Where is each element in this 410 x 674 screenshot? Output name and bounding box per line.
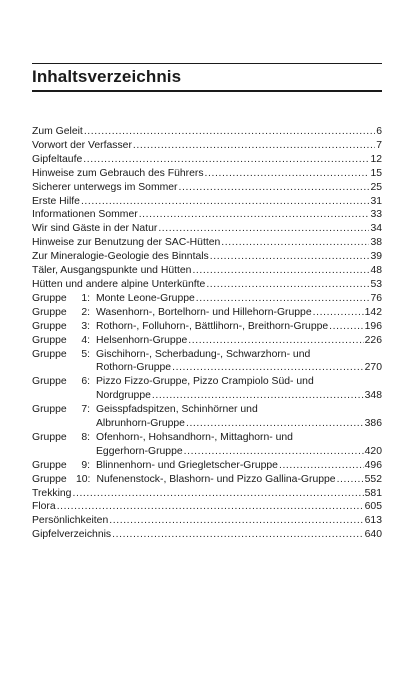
- dot-leader: [192, 264, 369, 278]
- toc-group-entry[interactable]: [32, 431, 382, 459]
- toc-entry-page: 552: [364, 473, 382, 485]
- toc-entry-page: 48: [370, 265, 382, 277]
- toc-entry[interactable]: [32, 236, 382, 250]
- dot-leader: [57, 500, 364, 514]
- toc-entry-title: Gipfeltaufe: [32, 153, 83, 165]
- dot-leader: [337, 473, 364, 487]
- group-label: Gruppe: [32, 459, 67, 471]
- dot-leader: [112, 528, 364, 542]
- dot-leader: [221, 236, 369, 250]
- toc-entry-page: 15: [370, 167, 382, 179]
- toc-entry-title: Gischihorn-, Scherbadung-, Schwarzhorn- und: [96, 348, 311, 360]
- toc-group-entry[interactable]: [32, 348, 382, 376]
- dot-leader: [186, 417, 364, 431]
- toc-entry-page: 76: [370, 292, 382, 304]
- toc-entry-title: Wasenhorn-, Bortelhorn- und Hillehorn-Gruppe: [96, 306, 312, 318]
- group-number: 7:: [81, 404, 90, 416]
- group-number: 1:: [81, 292, 90, 304]
- dot-leader: [72, 487, 363, 501]
- toc-entry-page: 386: [364, 418, 382, 430]
- toc-entry[interactable]: [32, 139, 382, 153]
- toc-entry-title-continued: Nordgruppe: [96, 390, 151, 402]
- dot-leader: [81, 195, 370, 209]
- toc-entry-page: 613: [364, 515, 382, 527]
- toc-entry[interactable]: [32, 222, 382, 236]
- toc-entry-title: Hinweise zur Benutzung der SAC-Hütten: [32, 237, 221, 249]
- toc-entry-page: 270: [364, 362, 382, 374]
- toc-entry[interactable]: [32, 278, 382, 292]
- toc-entry-title: Blinnenhorn- und Griegletscher-Gruppe: [96, 459, 278, 471]
- toc-entry-title: Vorwort der Verfasser: [32, 139, 132, 151]
- toc-entry-title: Rothorn-, Folluhorn-, Bättlihorn-, Breithorn-Gruppe: [96, 320, 329, 332]
- group-label: Gruppe: [32, 404, 67, 416]
- toc-entry-title: Hütten und andere alpine Unterkünfte: [32, 278, 206, 290]
- toc-entry-page: 38: [370, 237, 382, 249]
- toc-entry-page: 605: [364, 501, 382, 513]
- dot-leader: [179, 181, 370, 195]
- dot-leader: [83, 153, 369, 167]
- group-label: Gruppe: [32, 306, 67, 318]
- toc-entry-page: 6: [376, 126, 382, 137]
- toc-entry-title: Gipfelverzeichnis: [32, 529, 112, 541]
- toc-entry-title: Informationen Sommer: [32, 209, 138, 221]
- toc-entry-page: 226: [364, 334, 382, 346]
- top-rule: [32, 63, 382, 64]
- dot-leader: [205, 167, 370, 181]
- table-of-contents: [32, 125, 382, 542]
- toc-entry-page: 34: [370, 223, 382, 235]
- title-rule: [32, 90, 382, 92]
- toc-entry-title: Nufenenstock-, Blashorn- und Pizzo Gallina-Gruppe: [96, 473, 336, 485]
- toc-entry-title: Zur Mineralogie-Geologie des Binntals: [32, 251, 209, 263]
- dot-leader: [158, 222, 369, 236]
- group-number: 2:: [81, 306, 90, 318]
- toc-entry-title: Helsenhorn-Gruppe: [96, 334, 188, 346]
- toc-entry-page: 640: [364, 529, 382, 541]
- group-label: Gruppe: [32, 376, 67, 388]
- toc-entry[interactable]: [32, 500, 382, 514]
- toc-entry-title-continued: Eggerhorn-Gruppe: [96, 445, 183, 457]
- dot-leader: [329, 320, 363, 334]
- toc-entry-page: 33: [370, 209, 382, 221]
- dot-leader: [109, 514, 363, 528]
- toc-entry[interactable]: [32, 264, 382, 278]
- group-number: 10:: [76, 473, 91, 485]
- toc-entry[interactable]: [32, 125, 382, 139]
- group-number: 4:: [81, 334, 90, 346]
- dot-leader: [152, 389, 364, 403]
- toc-group-entry[interactable]: [32, 459, 382, 473]
- toc-entry[interactable]: [32, 528, 382, 542]
- toc-group-entry[interactable]: [32, 375, 382, 403]
- group-number: 9:: [81, 459, 90, 471]
- group-number: 3:: [81, 320, 90, 332]
- toc-entry-page: 496: [364, 459, 382, 471]
- toc-entry[interactable]: [32, 250, 382, 264]
- dot-leader: [210, 250, 370, 264]
- toc-entry-title: Wir sind Gäste in der Natur: [32, 223, 158, 235]
- group-label: Gruppe: [32, 348, 67, 360]
- toc-entry[interactable]: [32, 181, 382, 195]
- page-title: Inhaltsverzeichnis: [32, 67, 182, 86]
- toc-entry-title: Sicherer unterwegs im Sommer: [32, 181, 178, 193]
- toc-entry-page: 581: [364, 487, 382, 499]
- toc-entry-title: Monte Leone-Gruppe: [96, 292, 195, 304]
- toc-entry-page: 348: [364, 390, 382, 402]
- toc-group-entry[interactable]: [32, 306, 382, 320]
- toc-entry-title-continued: Albrunhorn-Gruppe: [96, 418, 185, 430]
- toc-entry-title: Pizzo Fizzo-Gruppe, Pizzo Crampiolo Süd- und: [96, 376, 314, 388]
- group-label: Gruppe: [32, 473, 67, 485]
- dot-leader: [313, 306, 364, 320]
- toc-entry-page: 12: [370, 153, 382, 165]
- toc-entry-title: Flora: [32, 501, 56, 513]
- dot-leader: [139, 208, 370, 222]
- toc-entry-title: Ofenhorn-, Hohsandhorn-, Mittaghorn- und: [96, 431, 293, 443]
- toc-entry-page: 39: [370, 251, 382, 263]
- toc-entry-page: 142: [364, 306, 382, 318]
- dot-leader: [279, 459, 364, 473]
- dot-leader: [196, 292, 370, 306]
- group-label: Gruppe: [32, 334, 67, 346]
- toc-entry-title: Hinweise zum Gebrauch des Führers: [32, 167, 204, 179]
- group-number: 8:: [81, 431, 90, 443]
- toc-entry[interactable]: [32, 487, 382, 501]
- toc-entry-page: 25: [370, 181, 382, 193]
- group-label: Gruppe: [32, 292, 67, 304]
- toc-entry-title: Zum Geleit: [32, 126, 83, 137]
- group-number: 5:: [81, 348, 90, 360]
- toc-group-entry[interactable]: [32, 292, 382, 306]
- group-label: Gruppe: [32, 431, 67, 443]
- dot-leader: [206, 278, 369, 292]
- toc-entry-title: Täler, Ausgangspunkte und Hütten: [32, 265, 192, 277]
- toc-entry-title: Geisspfadspitzen, Schinhörner und: [96, 404, 258, 416]
- toc-entry-title: Persönlichkeiten: [32, 515, 109, 527]
- toc-entry-title: Trekking: [32, 487, 72, 499]
- toc-entry-page: 53: [370, 278, 382, 290]
- toc-entry-page: 7: [376, 139, 382, 151]
- dot-leader: [133, 139, 375, 153]
- dot-leader: [172, 361, 364, 375]
- toc-group-entry[interactable]: [32, 334, 382, 348]
- toc-entry-page: 420: [364, 445, 382, 457]
- dot-leader: [84, 125, 375, 139]
- toc-entry-title-continued: Rothorn-Gruppe: [96, 362, 172, 374]
- group-label: Gruppe: [32, 320, 67, 332]
- toc-entry[interactable]: [32, 195, 382, 209]
- toc-group-entry[interactable]: [32, 473, 382, 487]
- dot-leader: [184, 445, 364, 459]
- toc-group-entry[interactable]: [32, 403, 382, 431]
- group-number: 6:: [81, 376, 90, 388]
- toc-entry[interactable]: [32, 153, 382, 167]
- toc-entry-page: 196: [364, 320, 382, 332]
- dot-leader: [188, 334, 363, 348]
- toc-entry-page: 31: [370, 195, 382, 207]
- toc-entry[interactable]: [32, 167, 382, 181]
- toc-entry[interactable]: [32, 208, 382, 222]
- toc-group-entry[interactable]: [32, 320, 382, 334]
- toc-entry[interactable]: [32, 514, 382, 528]
- toc-entry-title: Erste Hilfe: [32, 195, 80, 207]
